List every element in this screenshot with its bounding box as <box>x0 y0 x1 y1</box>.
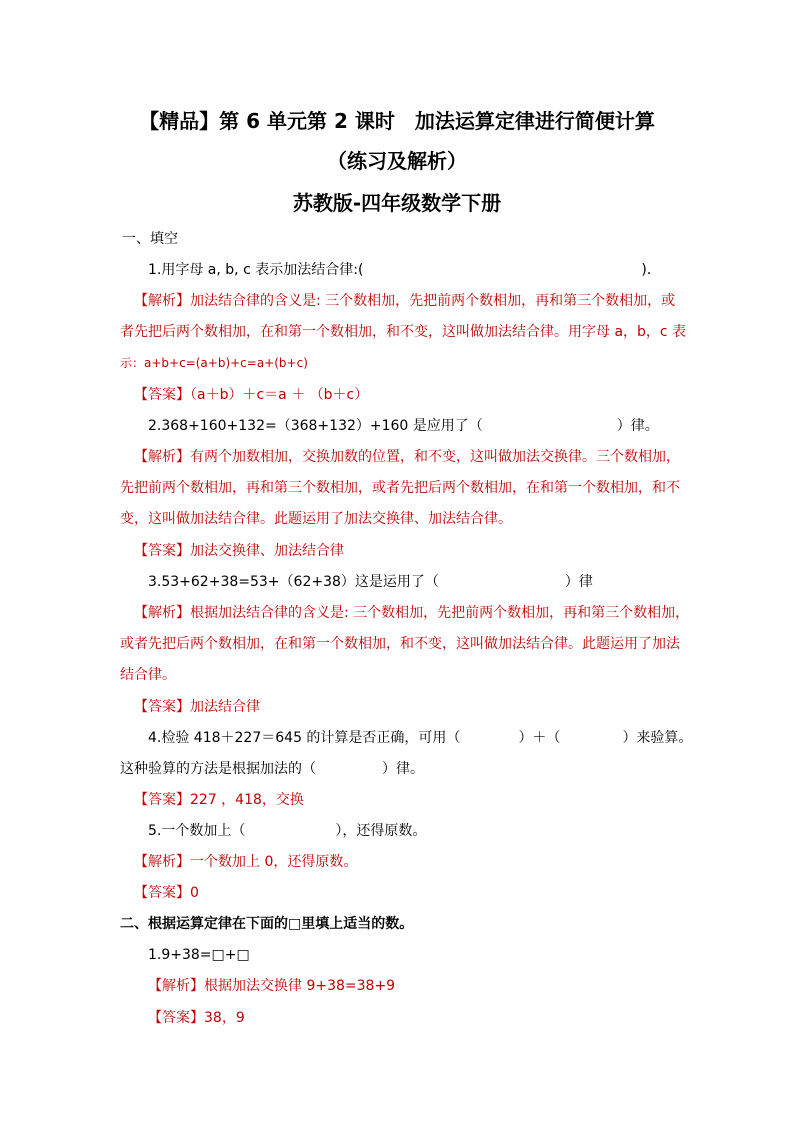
analysis-tag: 【解析】 <box>134 449 190 465</box>
question-4-mid: ）＋（ <box>518 730 561 746</box>
question-3-text: 3.53+62+38=53+（62+38）这是运用了（ <box>148 574 439 590</box>
q2-analysis-line1 <box>134 447 680 467</box>
q2-analysis-line3: 变，这叫做加法结合律。此题运用了加法交换律、加法结合律。 <box>120 511 512 527</box>
question-1-end: )． <box>641 262 661 278</box>
s2-q1-answer-text: 38，9 <box>204 1010 245 1026</box>
answer-tag: 【答案】 <box>134 885 190 901</box>
answer-tag: 【答案】 <box>148 1010 204 1026</box>
question-3-end: ）律 <box>564 574 593 590</box>
question-4-end: ）来验算。 <box>622 730 693 746</box>
question-2-text: 2.368+160+132=（368+132）+160 是应用了（ <box>148 418 483 434</box>
answer-tag: 【答案】 <box>134 387 190 403</box>
q3-analysis-line2: 或者先把后两个数相加，在和第一个数相加，和不变，这叫做加法结合律。此题运用了加法 <box>120 636 680 652</box>
q3-answer <box>134 697 260 717</box>
q1-answer-text: （a＋b）＋c＝a ＋ （b＋c） <box>190 387 369 403</box>
question-4-text: 4.检验 418＋227＝645 的计算是否正确，可用（ <box>148 730 461 746</box>
q4-answer <box>134 790 304 810</box>
answer-tag: 【答案】 <box>134 543 190 559</box>
answer-tag: 【答案】 <box>134 699 190 715</box>
q1-answer <box>134 385 368 405</box>
analysis-tag: 【解析】 <box>134 854 190 870</box>
q5-analysis-text: 一个数加上 0，还得原数。 <box>190 854 358 870</box>
answer-tag: 【答案】 <box>134 792 190 808</box>
question-4-line2-text: 这种验算的方法是根据加法的（ <box>120 761 316 777</box>
q2-analysis-line2: 先把前两个数相加，再和第三个数相加，或者先把后两个数相加，在和第一个数相加，和不 <box>120 480 680 496</box>
q1-analysis-line3: 示：a+b+c=(a+b)+c=a+(b+c) <box>120 356 308 370</box>
question-5 <box>148 821 426 841</box>
section1-heading: 一、填空 <box>122 231 178 247</box>
q1-analysis-line1 <box>134 291 675 311</box>
section2-question-1: 1.9+38=□+□ <box>148 947 250 963</box>
question-5-end: ），还得原数。 <box>335 823 427 839</box>
q5-analysis <box>134 852 357 872</box>
q5-answer <box>134 883 199 903</box>
question-2-end: ）律。 <box>616 418 659 434</box>
question-1-text: 1.用字母 a, b, c 表示加法结合律:( <box>148 262 364 278</box>
q1-analysis-line2: 者先把后两个数相加，在和第一个数相加，和不变，这叫做加法结合律。用字母 a，b，c 表 <box>120 324 687 340</box>
q2-answer-text: 加法交换律、加法结合律 <box>190 543 344 559</box>
question-4 <box>148 728 692 748</box>
question-2 <box>148 416 659 436</box>
question-3 <box>148 572 593 592</box>
q3-answer-text: 加法结合律 <box>190 699 260 715</box>
analysis-tag: 【解析】 <box>148 978 204 994</box>
analysis-tag: 【解析】 <box>134 293 190 309</box>
q1-analysis-text: 加法结合律的含义是: 三个数相加，先把前两个数相加，再和第三个数相加，或 <box>190 293 676 309</box>
s2-q1-analysis-text: 根据加法交换律 9+38=38+9 <box>204 978 396 994</box>
q3-analysis-line1 <box>134 603 689 623</box>
q3-analysis-text: 根据加法结合律的含义是: 三个数相加，先把前两个数相加，再和第三个数相加， <box>190 605 690 621</box>
q4-answer-text: 227 ，418，交换 <box>190 792 304 808</box>
s2-q1-analysis <box>148 976 395 996</box>
question-4-line2 <box>120 759 424 779</box>
question-4-line2-end: ）律。 <box>382 761 424 777</box>
question-5-text: 5.一个数加上（ <box>148 823 246 839</box>
q2-analysis-text: 有两个加数相加，交换加数的位置，和不变，这叫做加法交换律。三个数相加， <box>190 449 680 465</box>
q5-answer-text: 0 <box>190 885 199 901</box>
q2-answer <box>134 541 344 561</box>
doc-title-line2: （练习及解析） <box>327 149 467 173</box>
doc-title-line1: 【精品】第 6 单元第 2 课时 加法运算定律进行简便计算 <box>139 109 655 133</box>
s2-q1-answer <box>148 1008 245 1028</box>
section2-heading: 二、根据运算定律在下面的□里填上适当的数。 <box>120 916 414 932</box>
q3-analysis-line3: 结合律。 <box>120 667 176 683</box>
question-1 <box>148 260 661 280</box>
analysis-tag: 【解析】 <box>134 605 190 621</box>
doc-title-line3: 苏教版-四年级数学下册 <box>292 191 502 215</box>
